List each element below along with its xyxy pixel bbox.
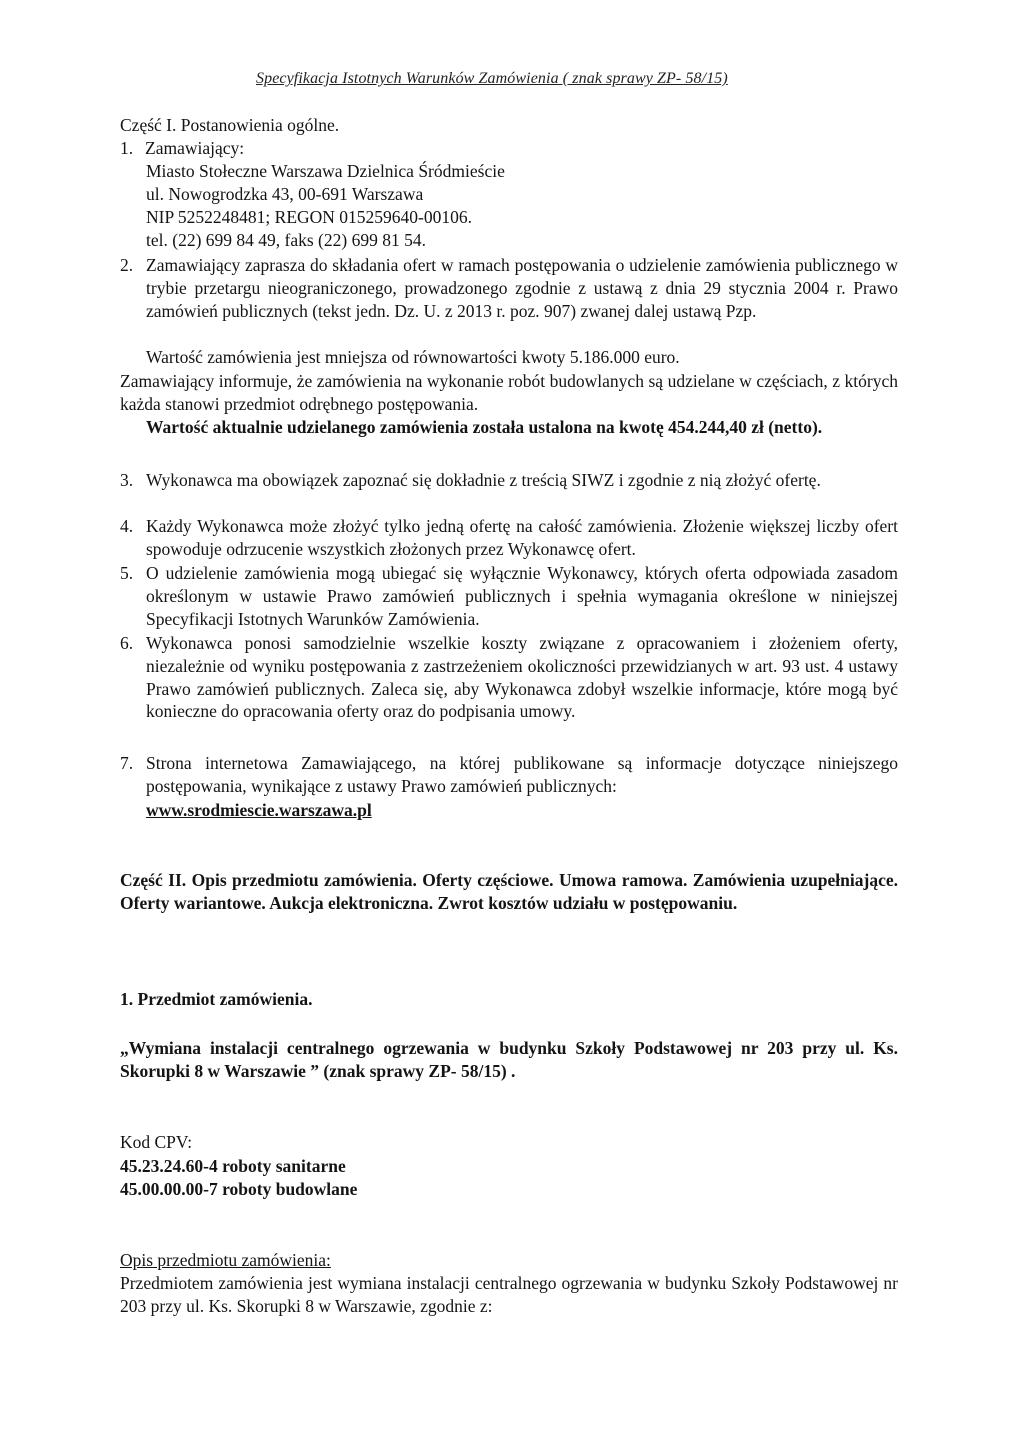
address-line: ul. Nowogrodzka 43, 00-691 Warszawa [146,184,424,204]
description-heading: Opis przedmiotu zamówienia: [120,1250,331,1270]
item1-label: Zamawiający: [145,138,245,158]
item4-text: Każdy Wykonawca może złożyć tylko jedną ofertę na całość zamówienia. Złożenie większej liczby ofert spowoduje odrzucenie wszystkich złożonych przez Wykonawcę ofert. [146,516,898,559]
website-link[interactable]: www.srodmiescie.warszawa.pl [146,800,372,820]
item2-info: Zamawiający informuje, że zamówienia na wykonanie robót budowlanych są udzielane w częściach, z których każda stanowi przedmiot odrębnego postępowania. [120,371,898,414]
address-line: NIP 5252248481; REGON 015259640-00106. [146,207,473,227]
cpv-code: 45.00.00.00-7 roboty budowlane [120,1179,358,1199]
address-line: tel. (22) 699 84 49, faks (22) 699 81 54. [146,230,426,250]
item2-number: 2. [120,255,134,275]
item2-value-note: Wartość zamówienia jest mniejsza od równowartości kwoty 5.186.000 euro. [146,347,680,367]
item7-number: 7. [120,753,134,773]
item3-text: Wykonawca ma obowiązek zapoznać się dokładnie z treścią SIWZ i zgodnie z nią złożyć ofertę. [146,470,821,490]
item5-text: O udzielenie zamówienia mogą ubiegać się wyłącznie Wykonawcy, których oferta odpowiada zasadom określonym w ustawie Prawo zamówień publicznych i spełnia wymagania określone w niniejszej Specyfikacji Istotnych Warunków Zamówienia. [146,563,898,629]
address-line: Miasto Stołeczne Warszawa Dzielnica Śródmieście [146,161,505,181]
item4-number: 4. [120,516,134,536]
subject-heading: 1. Przedmiot zamówienia. [120,989,313,1009]
running-header: Specyfikacja Istotnych Warunków Zamówienia ( znak sprawy ZP- 58/15) [256,70,728,87]
part1-title: Część I. Postanowienia ogólne. [120,115,340,135]
item2-text: Zamawiający zaprasza do składania ofert w ramach postępowania o udzielenie zamówienia publicznego w trybie przetargu nieograniczonego, prowadzonego zgodnie z ustawą z dnia 29 stycznia 2004 r. Prawo zamówień publicznych (tekst jedn. Dz. U. z 2013 r. poz. 907) zwanej dalej ustawą Pzp. [146,255,898,321]
contract-subject: „Wymiana instalacji centralnego ogrzewania w budynku Szkoły Podstawowej nr 203 przy ul. Ks. Skorupki 8 w Warszawie ” (znak sprawy ZP- 58/15) . [120,1038,898,1081]
item1-number: 1. [120,138,134,158]
cpv-label: Kod CPV: [120,1132,193,1152]
item6-number: 6. [120,633,134,653]
item5-number: 5. [120,563,134,583]
item7-text: Strona internetowa Zamawiającego, na której publikowane są informacje dotyczące niniejszego postępowania, wynikające z ustawy Prawo zamówień publicznych: [146,753,898,796]
item6-text: Wykonawca ponosi samodzielnie wszelkie koszty związane z opracowaniem i złożeniem oferty, niezależnie od wyniku postępowania z zastrzeżeniem okoliczności przewidzianych w art. 93 ust. 4 ustawy Prawo zamówień publicznych. Zaleca się, aby Wykonawca zdobył wszelkie informacje, które mogą być konieczne do opracowania oferty oraz do podpisania umowy. [146,633,898,722]
part2-title: Część II. Opis przedmiotu zamówienia. Oferty częściowe. Umowa ramowa. Zamówienia uzupełniające. Oferty wariantowe. Aukcja elektroniczna. Zwrot kosztów udziału w postępowaniu. [120,870,898,913]
description-text: Przedmiotem zamówienia jest wymiana instalacji centralnego ogrzewania w budynku Szkoły Podstawowej nr 203 przy ul. Ks. Skorupki 8 w Warszawie, zgodnie z: [120,1273,898,1316]
item3-number: 3. [120,470,134,490]
cpv-code: 45.23.24.60-4 roboty sanitarne [120,1156,346,1176]
item2-contract-value: Wartość aktualnie udzielanego zamówienia została ustalona na kwotę 454.244,40 zł (netto). [146,417,823,437]
